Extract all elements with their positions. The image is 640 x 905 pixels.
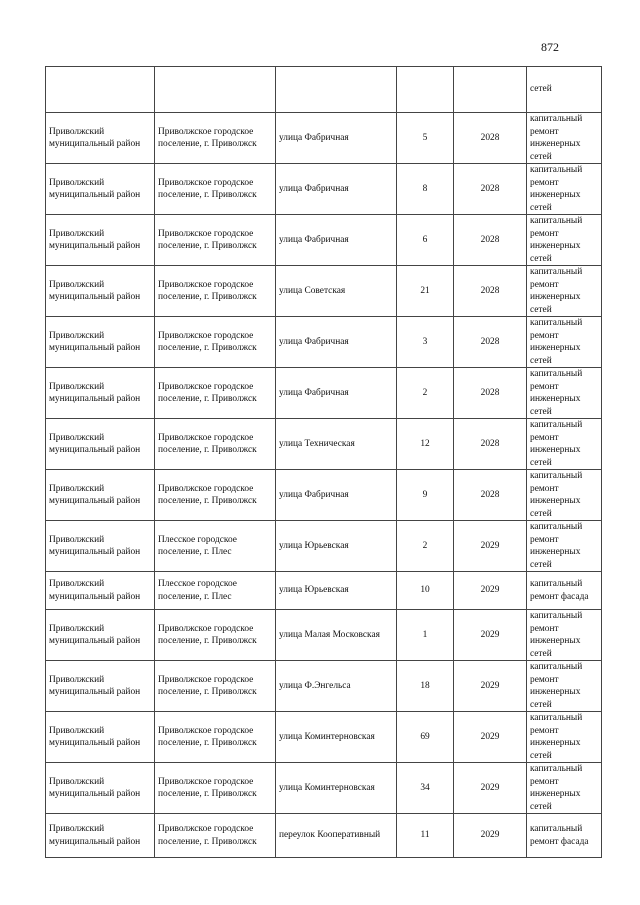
cell-work: сетей: [527, 67, 602, 113]
table-row: [46, 712, 602, 763]
cell-district: Приволжский муниципальный район: [46, 763, 155, 814]
cell-work: капитальный ремонт инженерных сетей: [527, 113, 602, 164]
cell-street: улица Коминтерновская: [276, 763, 397, 814]
cell-work: капитальный ремонт инженерных сетей: [527, 164, 602, 215]
cell-district: Приволжский муниципальный район: [46, 164, 155, 215]
cell-year: 2029: [454, 610, 527, 661]
cell-street: улица Юрьевская: [276, 521, 397, 572]
cell-house: 5: [397, 113, 454, 164]
cell-house: 21: [397, 266, 454, 317]
cell-work: капитальный ремонт инженерных сетей: [527, 610, 602, 661]
cell-settlement: Приволжское городское поселение, г. Приволжск: [155, 814, 276, 858]
cell-house: 1: [397, 610, 454, 661]
cell-settlement: Плесское городское поселение, г. Плес: [155, 521, 276, 572]
cell-work: капитальный ремонт инженерных сетей: [527, 419, 602, 470]
cell-year: 2029: [454, 572, 527, 610]
cell-year: 2028: [454, 470, 527, 521]
cell-year: 2029: [454, 814, 527, 858]
table-row: [46, 368, 602, 419]
cell-house: 6: [397, 215, 454, 266]
cell-street: улица Фабричная: [276, 368, 397, 419]
table-row: [46, 215, 602, 266]
cell-house: 18: [397, 661, 454, 712]
cell-street: улица Ф.Энгельса: [276, 661, 397, 712]
table-row: [46, 419, 602, 470]
cell-work: капитальный ремонт инженерных сетей: [527, 712, 602, 763]
cell-district: Приволжский муниципальный район: [46, 317, 155, 368]
cell-district: Приволжский муниципальный район: [46, 572, 155, 610]
cell-work: капитальный ремонт инженерных сетей: [527, 661, 602, 712]
cell-work: капитальный ремонт фасада: [527, 572, 602, 610]
cell-year: [454, 67, 527, 113]
table-row: [46, 317, 602, 368]
housing-repair-table: [45, 66, 602, 858]
cell-house: 3: [397, 317, 454, 368]
table-row: [46, 521, 602, 572]
cell-settlement: Приволжское городское поселение, г. Приволжск: [155, 215, 276, 266]
cell-year: 2028: [454, 419, 527, 470]
cell-house: 10: [397, 572, 454, 610]
cell-settlement: Приволжское городское поселение, г. Приволжск: [155, 661, 276, 712]
cell-street: улица Фабричная: [276, 317, 397, 368]
cell-street: улица Фабричная: [276, 215, 397, 266]
cell-house: 12: [397, 419, 454, 470]
cell-work: капитальный ремонт инженерных сетей: [527, 215, 602, 266]
cell-district: Приволжский муниципальный район: [46, 712, 155, 763]
table-row: [46, 470, 602, 521]
cell-settlement: [155, 67, 276, 113]
cell-district: Приволжский муниципальный район: [46, 521, 155, 572]
cell-district: Приволжский муниципальный район: [46, 419, 155, 470]
cell-settlement: Приволжское городское поселение, г. Приволжск: [155, 317, 276, 368]
cell-work: капитальный ремонт инженерных сетей: [527, 368, 602, 419]
table-row: [46, 814, 602, 858]
table-row: [46, 763, 602, 814]
cell-house: 8: [397, 164, 454, 215]
cell-district: Приволжский муниципальный район: [46, 266, 155, 317]
cell-house: 2: [397, 521, 454, 572]
cell-year: 2029: [454, 521, 527, 572]
cell-street: улица Фабричная: [276, 470, 397, 521]
cell-settlement: Приволжское городское поселение, г. Приволжск: [155, 266, 276, 317]
cell-street: улица Техническая: [276, 419, 397, 470]
table-row: [46, 164, 602, 215]
cell-year: 2028: [454, 317, 527, 368]
cell-year: 2029: [454, 661, 527, 712]
cell-work: капитальный ремонт инженерных сетей: [527, 521, 602, 572]
cell-district: Приволжский муниципальный район: [46, 113, 155, 164]
cell-street: улица Советская: [276, 266, 397, 317]
cell-house: 11: [397, 814, 454, 858]
cell-district: Приволжский муниципальный район: [46, 610, 155, 661]
table-row: [46, 266, 602, 317]
table-row: [46, 610, 602, 661]
cell-settlement: Приволжское городское поселение, г. Приволжск: [155, 712, 276, 763]
table-row: [46, 661, 602, 712]
cell-work: капитальный ремонт инженерных сетей: [527, 266, 602, 317]
cell-street: улица Фабричная: [276, 164, 397, 215]
cell-settlement: Приволжское городское поселение, г. Приволжск: [155, 610, 276, 661]
page-number: 872: [541, 40, 559, 54]
cell-street: улица Фабричная: [276, 113, 397, 164]
table-row: [46, 113, 602, 164]
cell-work: капитальный ремонт инженерных сетей: [527, 470, 602, 521]
cell-street: улица Юрьевская: [276, 572, 397, 610]
cell-settlement: Приволжское городское поселение, г. Приволжск: [155, 113, 276, 164]
cell-year: 2028: [454, 368, 527, 419]
cell-settlement: Приволжское городское поселение, г. Приволжск: [155, 470, 276, 521]
cell-district: Приволжский муниципальный район: [46, 215, 155, 266]
cell-district: Приволжский муниципальный район: [46, 470, 155, 521]
cell-settlement: Приволжское городское поселение, г. Приволжск: [155, 419, 276, 470]
cell-settlement: Плесское городское поселение, г. Плес: [155, 572, 276, 610]
cell-house: [397, 67, 454, 113]
cell-district: Приволжский муниципальный район: [46, 368, 155, 419]
cell-year: 2028: [454, 215, 527, 266]
cell-street: [276, 67, 397, 113]
cell-house: 69: [397, 712, 454, 763]
cell-year: 2029: [454, 763, 527, 814]
cell-house: 9: [397, 470, 454, 521]
cell-settlement: Приволжское городское поселение, г. Приволжск: [155, 164, 276, 215]
cell-district: Приволжский муниципальный район: [46, 814, 155, 858]
cell-house: 2: [397, 368, 454, 419]
cell-work: капитальный ремонт инженерных сетей: [527, 317, 602, 368]
table-body: [46, 67, 602, 858]
cell-work: капитальный ремонт инженерных сетей: [527, 763, 602, 814]
continuation-row: [46, 67, 602, 113]
cell-year: 2028: [454, 164, 527, 215]
cell-street: улица Малая Московская: [276, 610, 397, 661]
cell-street: переулок Кооперативный: [276, 814, 397, 858]
cell-work: капитальный ремонт фасада: [527, 814, 602, 858]
cell-street: улица Коминтерновская: [276, 712, 397, 763]
cell-district: Приволжский муниципальный район: [46, 661, 155, 712]
cell-year: 2028: [454, 266, 527, 317]
cell-district: [46, 67, 155, 113]
cell-settlement: Приволжское городское поселение, г. Приволжск: [155, 368, 276, 419]
table-row: [46, 572, 602, 610]
cell-year: 2028: [454, 113, 527, 164]
cell-year: 2029: [454, 712, 527, 763]
cell-house: 34: [397, 763, 454, 814]
cell-settlement: Приволжское городское поселение, г. Приволжск: [155, 763, 276, 814]
